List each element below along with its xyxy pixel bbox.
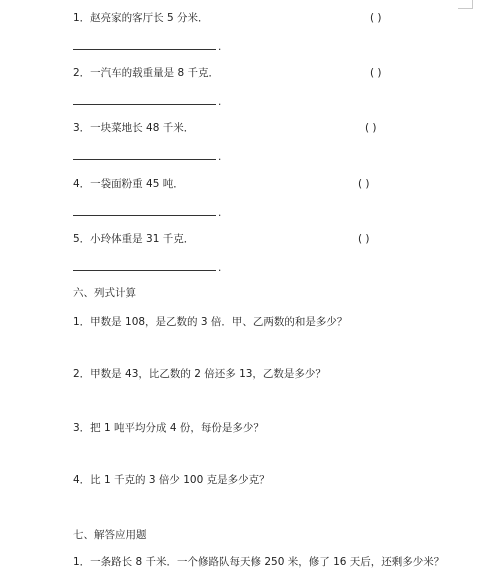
calc-question-4: 4．比 1 千克的 3 倍少 100 克是多少克？	[73, 474, 270, 486]
judge-item-4-answer-paren[interactable]: ( )	[358, 178, 370, 190]
answer-line	[73, 104, 216, 105]
calc-question-3: 3．把 1 吨平均分成 4 份，每份是多少？	[73, 422, 264, 434]
judge-item-2-answer-paren[interactable]: ( )	[370, 67, 382, 79]
judge-item-4-text: 4．一袋面粉重 45 吨．	[73, 178, 184, 190]
judge-item-3-answer-paren[interactable]: ( )	[365, 122, 377, 134]
judge-item-1-answer-paren[interactable]: ( )	[370, 12, 382, 24]
calc-question-2: 2．甲数是 43，比乙数的 2 倍还多 13，乙数是多少？	[73, 368, 326, 380]
word-problem-1: 1．一条路长 8 千米．一个修路队每天修 250 米，修了 16 天后，还剩多少米？	[73, 556, 445, 568]
answer-line	[73, 215, 216, 216]
calc-question-1: 1．甲数是 108，是乙数的 3 倍．甲、乙两数的和是多少？	[73, 316, 348, 328]
section-7-title: 七、解答应用题	[73, 529, 147, 541]
judge-item-5-answer-paren[interactable]: ( )	[358, 233, 370, 245]
blank-end-dot: .	[218, 96, 222, 108]
judge-item-1-text: 1．赵亮家的客厅长 5 分米．	[73, 12, 209, 24]
judge-item-5-text: 5．小玲体重是 31 千克．	[73, 233, 195, 245]
answer-line	[73, 159, 216, 160]
answer-line	[73, 270, 216, 271]
page-corner-mark	[458, 0, 473, 9]
blank-end-dot: .	[218, 207, 222, 219]
judge-item-3-text: 3．一块菜地长 48 千米．	[73, 122, 195, 134]
section-6-title: 六、列式计算	[73, 287, 136, 299]
judge-item-2-text: 2．一汽车的载重量是 8 千克．	[73, 67, 220, 79]
blank-end-dot: .	[218, 151, 222, 163]
answer-line	[73, 49, 216, 50]
blank-end-dot: .	[218, 41, 222, 53]
blank-end-dot: .	[218, 262, 222, 274]
